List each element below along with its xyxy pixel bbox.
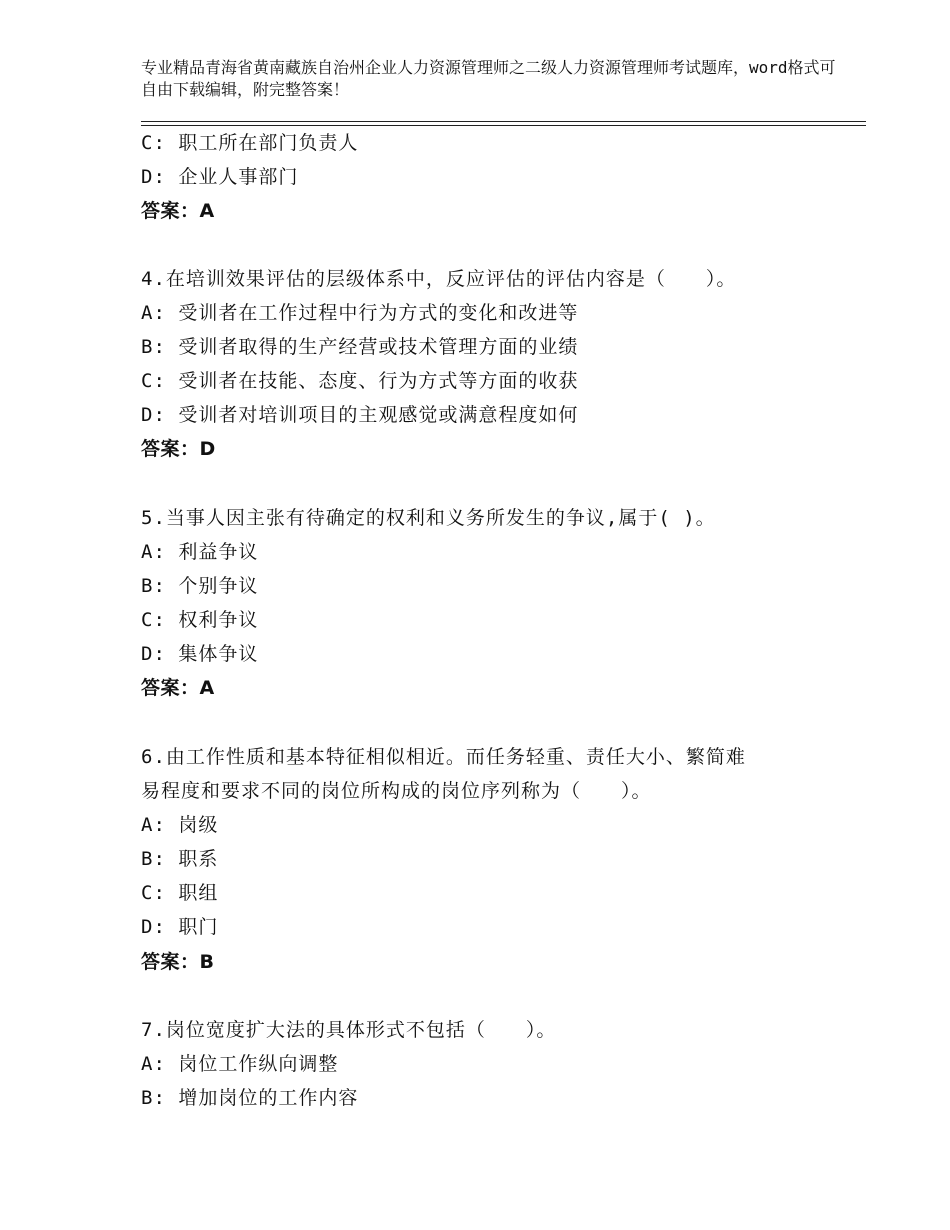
q7-option-a: A: 岗位工作纵向调整 — [141, 1053, 339, 1075]
q4-option-b: B: 受训者取得的生产经营或技术管理方面的业绩 — [141, 336, 579, 358]
q3-option-c: C: 职工所在部门负责人 — [141, 132, 359, 154]
q5-stem: 5.当事人因主张有待确定的权利和义务所发生的争议,属于( )。 — [141, 507, 716, 529]
q4-option-a: A: 受训者在工作过程中行为方式的变化和改进等 — [141, 302, 579, 324]
q4-stem: 4.在培训效果评估的层级体系中，反应评估的评估内容是（ ）。 — [141, 268, 737, 290]
q7-stem: 7.岗位宽度扩大法的具体形式不包括（ ）。 — [141, 1019, 557, 1041]
q6-option-a: A: 岗级 — [141, 814, 219, 836]
q6-option-b: B: 职系 — [141, 848, 219, 870]
q5-option-a: A: 利益争议 — [141, 541, 259, 563]
document-header: 专业精品青海省黄南藏族自治州企业人力资源管理师之二级人力资源管理师考试题库，word格式可自由下载编辑，附完整答案！ — [141, 58, 836, 99]
q6-option-c: C: 职组 — [141, 882, 219, 904]
q4-option-d: D: 受训者对培训项目的主观感觉或满意程度如何 — [141, 404, 579, 426]
q3-option-d: D: 企业人事部门 — [141, 166, 299, 188]
q6-stem-line-2: 易程度和要求不同的岗位所构成的岗位序列称为（ ）。 — [141, 780, 652, 802]
q4-answer: 答案：D — [141, 438, 216, 460]
q6-option-d: D: 职门 — [141, 916, 219, 938]
q5-option-b: B: 个别争议 — [141, 575, 259, 597]
q5-answer: 答案：A — [141, 677, 215, 699]
q5-option-c: C: 权利争议 — [141, 609, 259, 631]
q6-stem-line-1: 6.由工作性质和基本特征相似相近。而任务轻重、责任大小、繁简难 — [141, 746, 746, 768]
header-rule-thin — [141, 125, 866, 126]
q4-option-c: C: 受训者在技能、态度、行为方式等方面的收获 — [141, 370, 579, 392]
q6-answer: 答案：B — [141, 951, 215, 973]
q5-option-d: D: 集体争议 — [141, 643, 259, 665]
q7-option-b: B: 增加岗位的工作内容 — [141, 1087, 359, 1109]
header-rule-thick — [141, 121, 866, 122]
q3-answer: 答案：A — [141, 200, 215, 222]
